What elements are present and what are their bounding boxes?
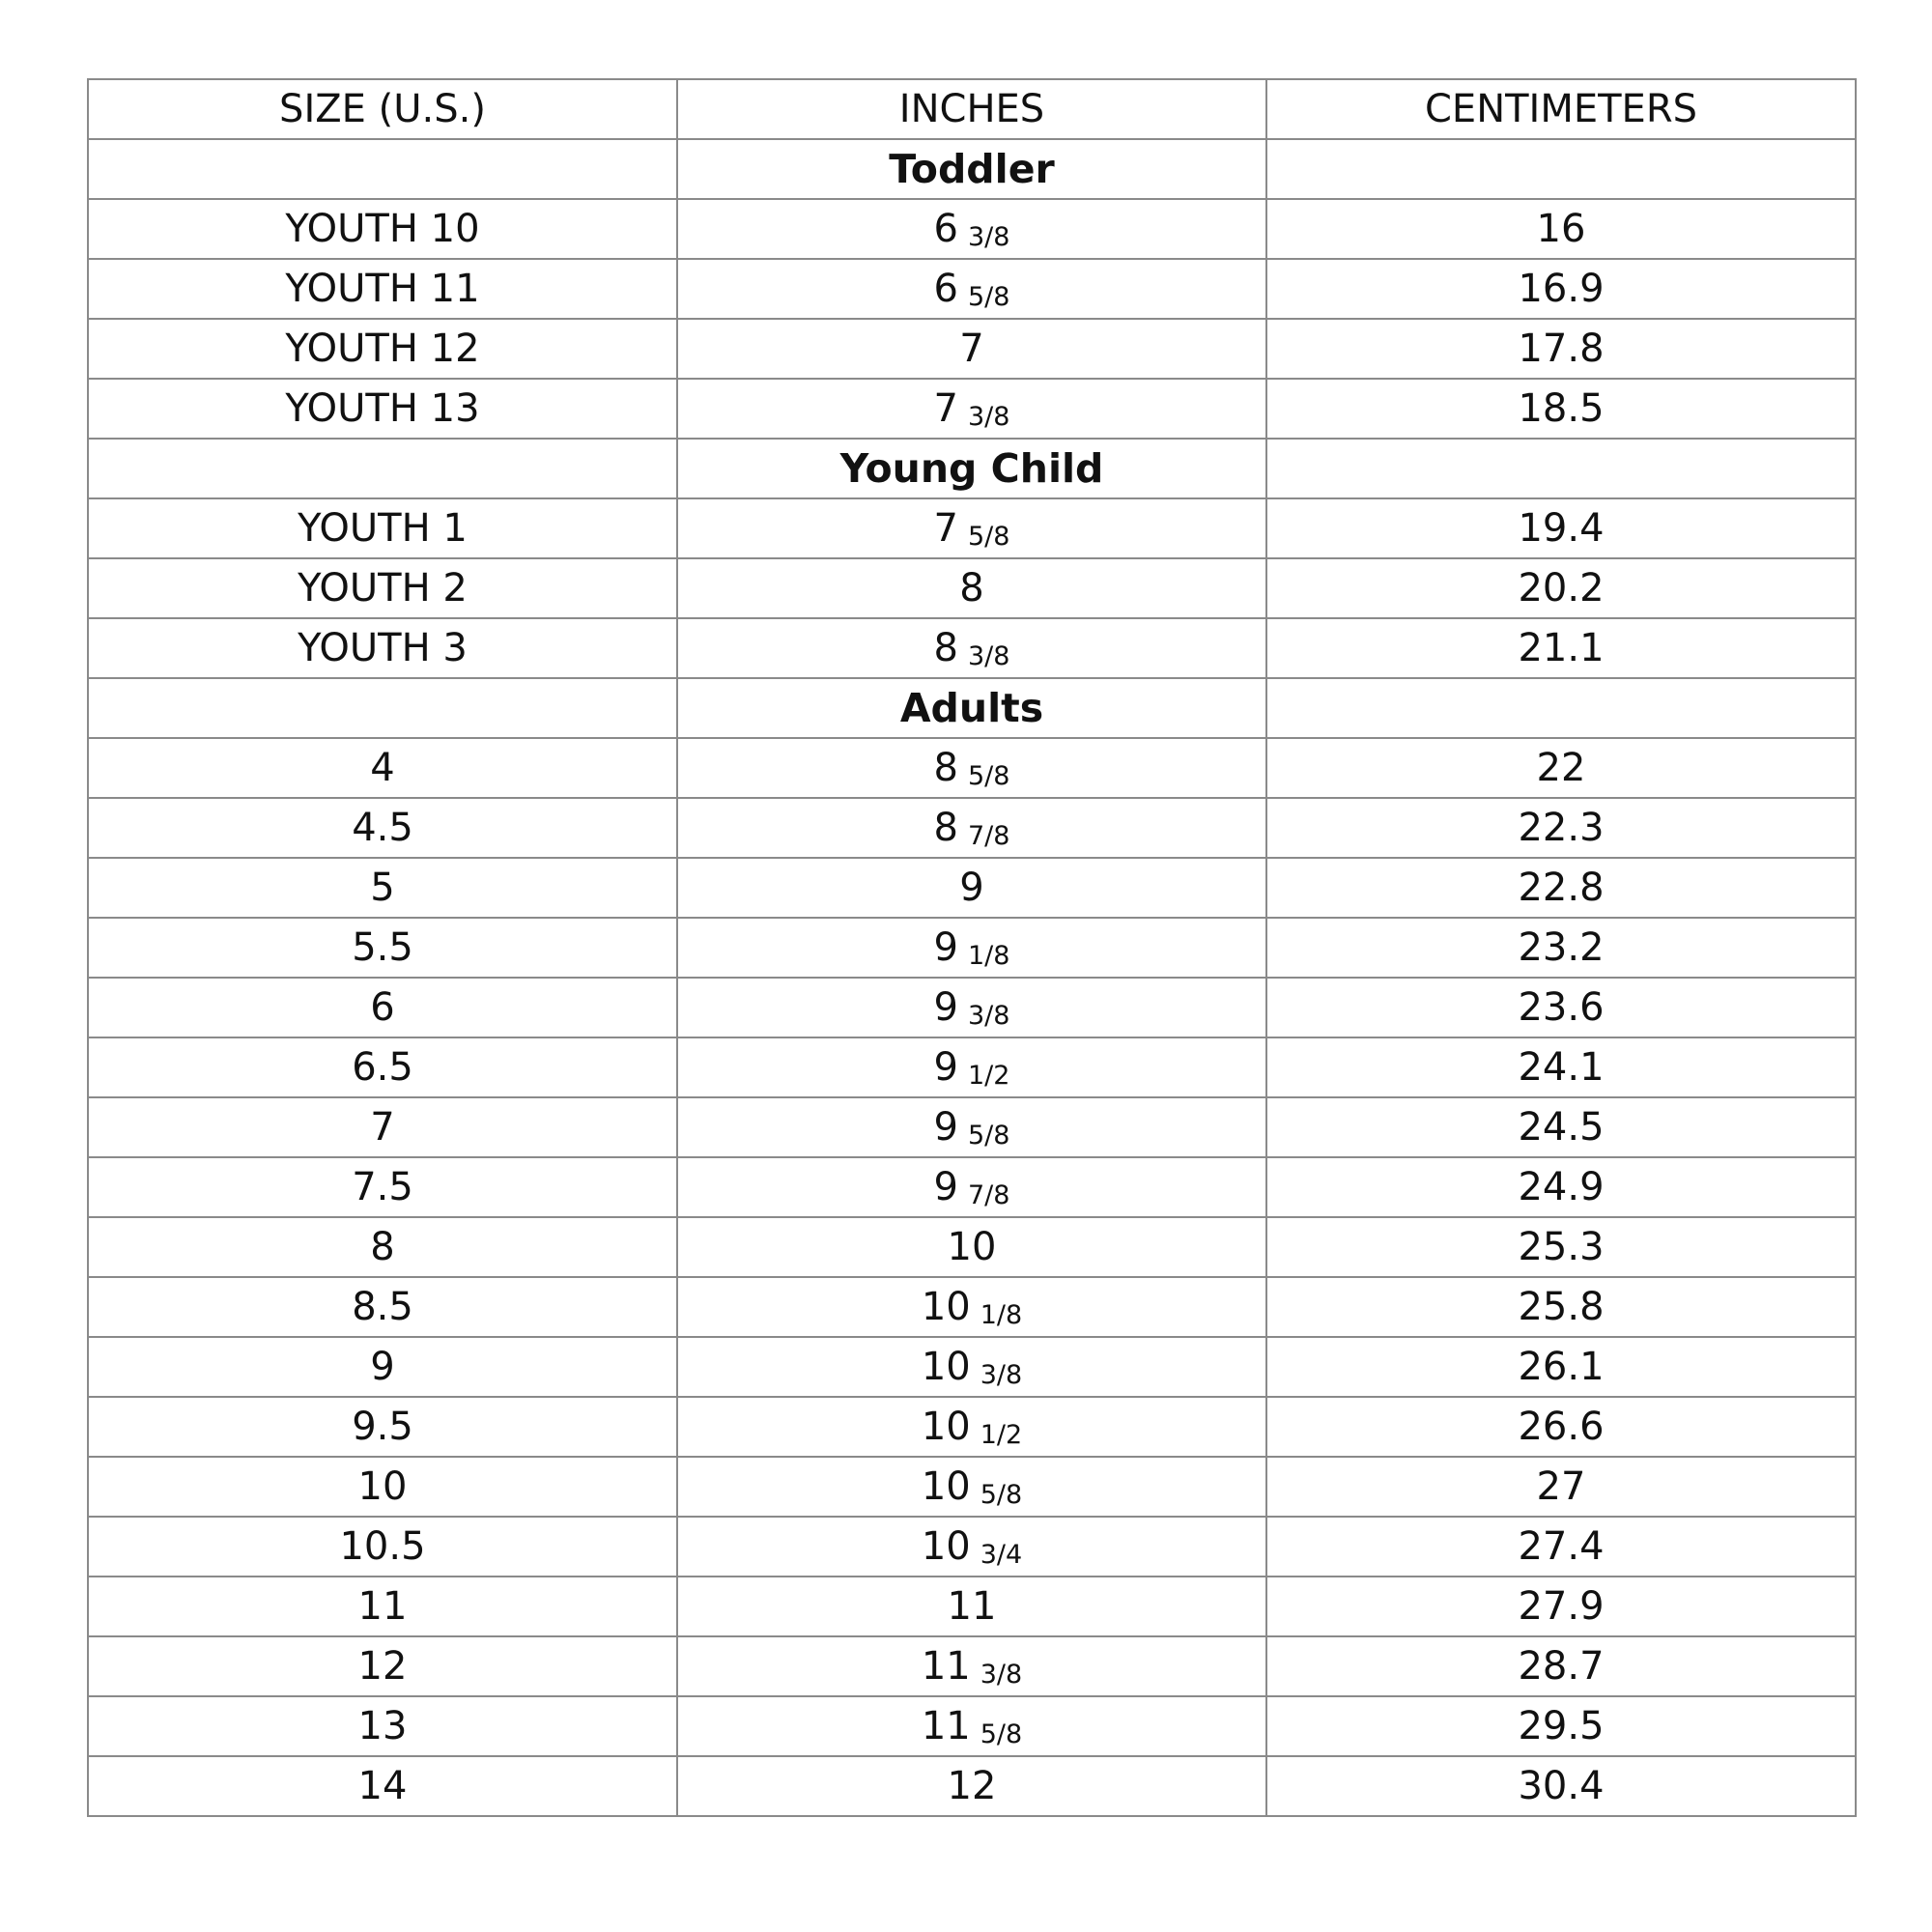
inches-whole: 7: [959, 327, 984, 371]
table-row: [88, 1577, 1856, 1636]
table-row: [88, 1636, 1856, 1696]
table-row: [88, 1157, 1856, 1217]
inches-cell: [677, 259, 1266, 319]
inches-whole: 12: [947, 1764, 997, 1808]
inches-cell: [677, 498, 1266, 558]
centimeters-cell: 29.5: [1266, 1696, 1856, 1756]
inches-whole: 8: [933, 746, 958, 790]
centimeters-cell: 27.4: [1266, 1517, 1856, 1577]
size-cell: YOUTH 13: [88, 379, 677, 439]
inches-cell: [677, 558, 1266, 618]
table-row: [88, 1457, 1856, 1517]
table-row: [88, 1097, 1856, 1157]
inches-cell: [677, 1636, 1266, 1696]
centimeters-cell: 25.3: [1266, 1217, 1856, 1277]
size-cell: YOUTH 10: [88, 199, 677, 259]
table-row: [88, 1277, 1856, 1337]
size-cell: 10: [88, 1457, 677, 1517]
inches-whole: 11: [921, 1704, 971, 1748]
size-conversion-table: [87, 78, 1857, 1817]
inches-fraction: 3/8: [980, 1660, 1023, 1690]
inches-whole: 8: [933, 626, 958, 670]
table-row: [88, 1397, 1856, 1457]
inches-fraction: 5/8: [968, 282, 1010, 312]
inches-fraction: 5/8: [968, 522, 1010, 552]
size-cell: 4: [88, 738, 677, 798]
inches-whole: 7: [933, 386, 958, 431]
size-cell: YOUTH 2: [88, 558, 677, 618]
inches-whole: 10: [921, 1285, 971, 1329]
size-cell: 5: [88, 858, 677, 918]
inches-whole: 6: [933, 207, 958, 251]
inches-cell: [677, 319, 1266, 379]
centimeters-cell: 26.6: [1266, 1397, 1856, 1457]
size-cell: YOUTH 12: [88, 319, 677, 379]
size-cell: 8.5: [88, 1277, 677, 1337]
size-cell: 14: [88, 1756, 677, 1816]
header-size: SIZE (U.S.): [88, 79, 677, 139]
inches-fraction: 7/8: [968, 1180, 1010, 1210]
centimeters-cell: 21.1: [1266, 618, 1856, 678]
centimeters-cell: 22: [1266, 738, 1856, 798]
table-row: [88, 858, 1856, 918]
section-label: Young Child: [677, 439, 1266, 498]
inches-fraction: 5/8: [968, 1121, 1010, 1151]
size-cell: 9.5: [88, 1397, 677, 1457]
table-row: [88, 1517, 1856, 1577]
inches-whole: 9: [933, 1045, 958, 1090]
centimeters-cell: 17.8: [1266, 319, 1856, 379]
inches-fraction: 3/8: [968, 1001, 1010, 1031]
inches-fraction: 5/8: [980, 1480, 1023, 1510]
size-cell: 12: [88, 1636, 677, 1696]
inches-whole: 10: [921, 1405, 971, 1449]
section-row: [88, 139, 1856, 199]
inches-whole: 11: [947, 1584, 997, 1629]
table-row: [88, 199, 1856, 259]
inches-fraction: 5/8: [968, 761, 1010, 791]
inches-cell: [677, 1457, 1266, 1517]
inches-fraction: 5/8: [980, 1719, 1023, 1749]
table-row: [88, 1337, 1856, 1397]
section-empty-cell: [1266, 678, 1856, 738]
centimeters-cell: 23.2: [1266, 918, 1856, 978]
centimeters-cell: 18.5: [1266, 379, 1856, 439]
size-cell: 13: [88, 1696, 677, 1756]
inches-cell: [677, 1037, 1266, 1097]
inches-whole: 9: [933, 1165, 958, 1209]
section-empty-cell: [88, 139, 677, 199]
inches-fraction: 7/8: [968, 821, 1010, 851]
header-centimeters: CENTIMETERS: [1266, 79, 1856, 139]
centimeters-cell: 22.8: [1266, 858, 1856, 918]
inches-cell: [677, 1277, 1266, 1337]
table-body: [88, 79, 1856, 1816]
centimeters-cell: 16.9: [1266, 259, 1856, 319]
table-row: [88, 1217, 1856, 1277]
inches-cell: [677, 1397, 1266, 1457]
size-cell: 9: [88, 1337, 677, 1397]
size-cell: YOUTH 3: [88, 618, 677, 678]
section-empty-cell: [1266, 139, 1856, 199]
inches-cell: [677, 1696, 1266, 1756]
centimeters-cell: 24.5: [1266, 1097, 1856, 1157]
inches-cell: [677, 199, 1266, 259]
inches-fraction: 3/4: [980, 1540, 1023, 1570]
size-cell: YOUTH 11: [88, 259, 677, 319]
centimeters-cell: 19.4: [1266, 498, 1856, 558]
inches-whole: 9: [959, 866, 984, 910]
table-row: [88, 978, 1856, 1037]
table-row: [88, 319, 1856, 379]
inches-cell: [677, 1097, 1266, 1157]
inches-whole: 10: [921, 1345, 971, 1389]
table-row: [88, 798, 1856, 858]
size-cell: 10.5: [88, 1517, 677, 1577]
centimeters-cell: 23.6: [1266, 978, 1856, 1037]
inches-cell: [677, 798, 1266, 858]
inches-whole: 10: [921, 1464, 971, 1509]
size-cell: 6: [88, 978, 677, 1037]
section-empty-cell: [1266, 439, 1856, 498]
section-label: Toddler: [677, 139, 1266, 199]
inches-cell: [677, 978, 1266, 1037]
table-row: [88, 1696, 1856, 1756]
table-row: [88, 379, 1856, 439]
inches-cell: [677, 1217, 1266, 1277]
inches-whole: 6: [933, 267, 958, 311]
inches-cell: [677, 1756, 1266, 1816]
centimeters-cell: 24.1: [1266, 1037, 1856, 1097]
centimeters-cell: 20.2: [1266, 558, 1856, 618]
inches-cell: [677, 1577, 1266, 1636]
inches-cell: [677, 738, 1266, 798]
section-label: Adults: [677, 678, 1266, 738]
size-cell: YOUTH 1: [88, 498, 677, 558]
inches-fraction: 1/2: [968, 1061, 1010, 1091]
centimeters-cell: 24.9: [1266, 1157, 1856, 1217]
inches-whole: 9: [933, 925, 958, 970]
inches-cell: [677, 1337, 1266, 1397]
centimeters-cell: 22.3: [1266, 798, 1856, 858]
centimeters-cell: 27.9: [1266, 1577, 1856, 1636]
centimeters-cell: 28.7: [1266, 1636, 1856, 1696]
size-chart: [87, 78, 1855, 1817]
section-empty-cell: [88, 678, 677, 738]
table-row: [88, 1756, 1856, 1816]
inches-cell: [677, 918, 1266, 978]
table-row: [88, 498, 1856, 558]
header-inches: INCHES: [677, 79, 1266, 139]
section-row: [88, 678, 1856, 738]
size-cell: 8: [88, 1217, 677, 1277]
inches-cell: [677, 379, 1266, 439]
table-row: [88, 618, 1856, 678]
inches-fraction: 3/8: [968, 222, 1010, 252]
centimeters-cell: 27: [1266, 1457, 1856, 1517]
inches-fraction: 1/8: [968, 941, 1010, 971]
inches-cell: [677, 1517, 1266, 1577]
table-row: [88, 738, 1856, 798]
inches-whole: 8: [959, 566, 984, 611]
inches-whole: 9: [933, 1105, 958, 1150]
centimeters-cell: 16: [1266, 199, 1856, 259]
size-cell: 4.5: [88, 798, 677, 858]
section-empty-cell: [88, 439, 677, 498]
centimeters-cell: 26.1: [1266, 1337, 1856, 1397]
table-row: [88, 259, 1856, 319]
size-cell: 7: [88, 1097, 677, 1157]
centimeters-cell: 25.8: [1266, 1277, 1856, 1337]
centimeters-cell: 30.4: [1266, 1756, 1856, 1816]
size-cell: 11: [88, 1577, 677, 1636]
table-row: [88, 1037, 1856, 1097]
size-cell: 5.5: [88, 918, 677, 978]
inches-whole: 10: [921, 1524, 971, 1569]
inches-fraction: 1/2: [980, 1420, 1023, 1450]
inches-fraction: 1/8: [980, 1300, 1023, 1330]
inches-whole: 9: [933, 985, 958, 1030]
inches-whole: 8: [933, 806, 958, 850]
size-cell: 7.5: [88, 1157, 677, 1217]
table-row: [88, 558, 1856, 618]
inches-cell: [677, 1157, 1266, 1217]
inches-fraction: 3/8: [980, 1360, 1023, 1390]
inches-whole: 10: [947, 1225, 997, 1269]
inches-fraction: 3/8: [968, 641, 1010, 671]
inches-cell: [677, 858, 1266, 918]
inches-cell: [677, 618, 1266, 678]
table-row: [88, 918, 1856, 978]
inches-whole: 7: [933, 506, 958, 551]
inches-whole: 11: [921, 1644, 971, 1689]
size-cell: 6.5: [88, 1037, 677, 1097]
inches-fraction: 3/8: [968, 402, 1010, 432]
section-row: [88, 439, 1856, 498]
header-row: [88, 79, 1856, 139]
